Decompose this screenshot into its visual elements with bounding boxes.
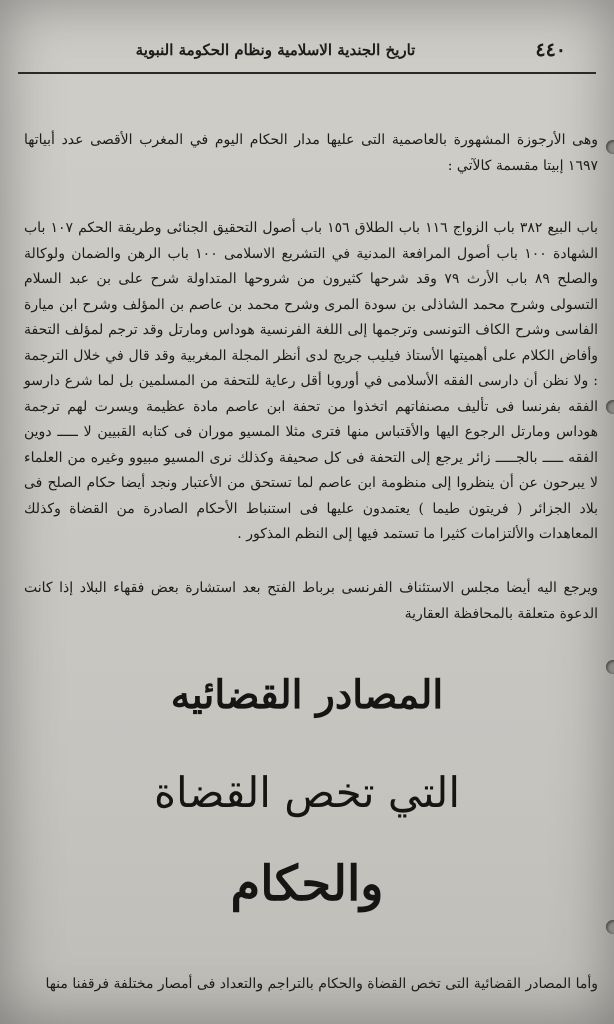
paragraph-gap: [24, 182, 598, 216]
binding-hole: [606, 140, 614, 154]
running-title: تاريخ الجندية الاسلامية ونظام الحكومة النبوية: [135, 41, 416, 59]
page-header: [18, 30, 596, 70]
binding-hole: [606, 920, 614, 934]
page-number: ٤٤٠: [535, 39, 566, 61]
section-heading-line-3: والحكام: [230, 856, 384, 912]
binding-hole: [606, 400, 614, 414]
end-paragraph: ويرجع اليه أيضا مجلس الاستئناف الفرنسى برباط الفتح بعد استشارة بعض فقهاء البلاد إذا كانت الدعوة متعلقة بالمحافظة العقارية: [24, 580, 598, 622]
header-rule: [18, 72, 596, 74]
body-text: [24, 128, 598, 630]
main-paragraph: باب البيع ٣٨٢ باب الزواج ١١٦ باب الطلاق ١٥٦ باب أصول التحقيق الجنائى وطريقة الحكم ١٠٧ باب الشهادة ١٠٠ باب أصول المرافعة المدنية في التشريع الاسلامى ١٠٠ باب الرهن والضمان ولوكالة والصلح ٨٩ باب الأرث ٧٩ وقد شرحها كثيرون من شروحها المتداولة شرح على بن عبد السلام التسولى وشرح محمد الشاذلى بن سودة المرى وشرح محمد بن عاصم بن المؤلف وشرح ابن ميارة الفاسى وشرح الكاف التونسى وترجمها إلى اللغة الفرنسية هوداس ومارتل وقد ترجم لمؤلف التحفة وأفاض الكلام على أهميتها الأستاذ فيليب جريج لدى أنظر المجلة المغربية وقد قال في خلال الترجمة : ولا نظن أن دارسى الفقه الأسلامى في أوروبا أقل رعاية للتحفة من المسلمين بل لما شرع دارسو الفقه بفرنسا فى تأليف مصنفاتهم اتخذوا من تحفة ابن عاصم مادة عظيمة ويسرت لهم ترجمة هوداس ومارتل الرجوع اليها والأقتباس منها فترى مثلا المسيو موران فى كتابه القبيين لا ـــــ دوين الفقه ـــــ بالجـــــ زائر يرجع إلى التحفة فى كل صحيفة وكذلك نرى المسيو مبيوو وغيره من العلماء لا يبرحون عن أن ينظروا إلى منظومة ابن عاصم لما تستحق من الأعتبار ونجد أيضا حكام الصلح فى بلاد الجزائر ( فريتون طيما ) يعتمدون عليها فى استنباط الأحكام الصادرة من القضاة وكذلك المعاهدات والألتزامات كثيرا ما تستمد فيها إلى النظم المذكور .: [24, 220, 599, 542]
intro-paragraph: وهى الأرجوزة المشهورة بالعاصمية التى عليها مدار الحكام اليوم في المغرب الأقصى عدد أبياتها ١٦٩٧ إبيتا مقسمة كالآتي :: [24, 132, 598, 174]
section-heading-line-2: التي تخص القضاة: [153, 768, 461, 817]
section-heading-line-1: المصادر القضائيه: [170, 672, 444, 718]
closing-paragraph: وأما المصادر القضائية التى تخص القضاة والحكام بالتراجم والتعداد فى أمصار مختلفة فرقفنا منها: [45, 976, 598, 992]
